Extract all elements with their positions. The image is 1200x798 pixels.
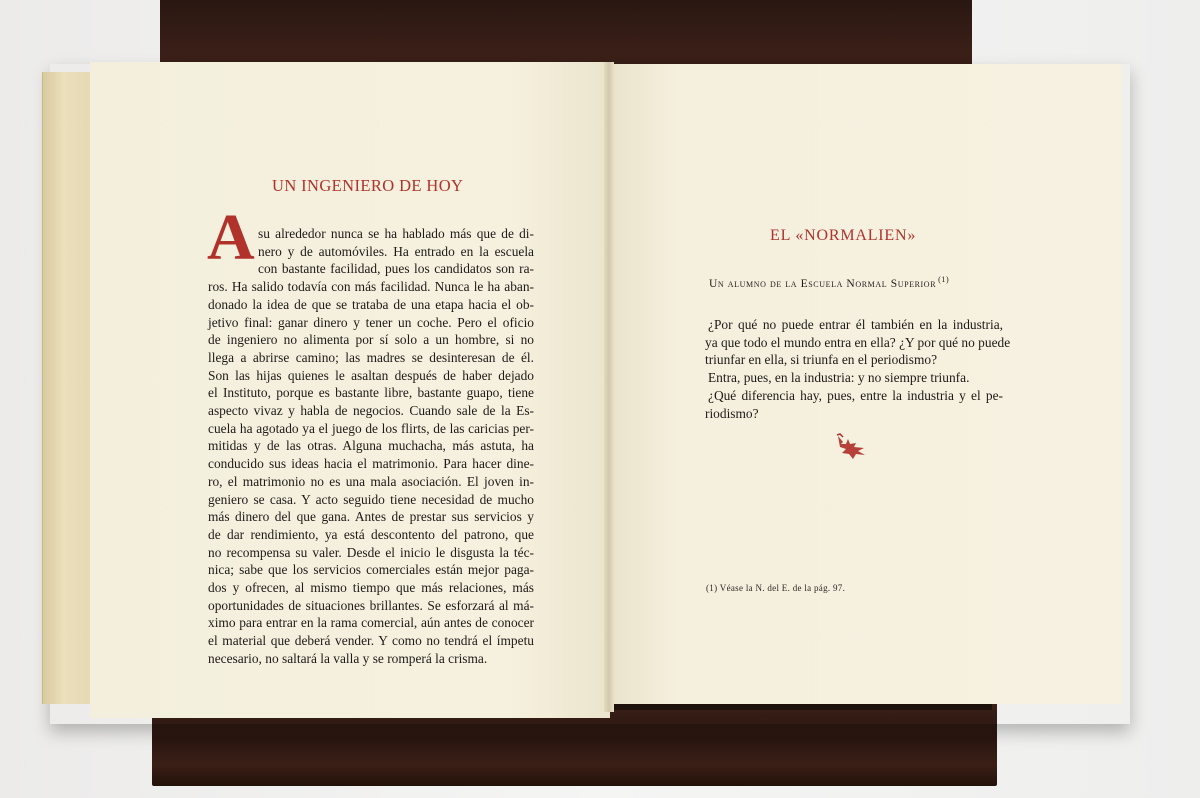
footnote: (1) Véase la N. del E. de la pág. 97. bbox=[706, 583, 846, 593]
subtitle-text: Un alumno de la Escuela Normal Superior bbox=[709, 278, 937, 290]
bird-ornament-icon bbox=[834, 432, 870, 462]
text-line: oportunidades de situaciones brillantes. Se esforzará al má- bbox=[208, 597, 534, 613]
text-line: llega a abrirse camino; las madres se desinteresan de él. bbox=[208, 349, 534, 365]
drop-cap: A bbox=[207, 201, 255, 274]
text-line: ¿Por qué no puede entrar él también en la industria, bbox=[708, 317, 1003, 332]
text-line: su alrededor nunca se ha hablado más que de di- bbox=[258, 226, 534, 241]
text-line: cuela ha agotado ya el juego de los flirts, de las caricias per- bbox=[208, 420, 534, 436]
text-line: conducido sus ideas hacia el matrimonio. Para hacer dine- bbox=[208, 456, 534, 472]
text-line: triunfar en ella, si triunfa en el periodismo? bbox=[705, 352, 938, 368]
text-line: el material que deberá vender. Y como no tendrá el ímpetu bbox=[208, 633, 534, 649]
text-line: de ingeniero no alimenta por sí solo a un hombre, si no bbox=[208, 332, 534, 348]
text-line: ximo para entrar en la rama comercial, aún antes de conocer bbox=[208, 615, 534, 631]
text-line: ya que todo el mundo entra en ella? ¿Y por qué no puede bbox=[705, 334, 1011, 350]
right-page-title: EL «NORMALIEN» bbox=[770, 227, 917, 244]
text-line: ros. Ha salido todavía con más facilidad. Nunca le ha aban- bbox=[208, 279, 534, 295]
text-line: nero y de automóviles. Ha entrado en la escuela bbox=[258, 243, 534, 259]
text-line: ¿Qué diferencia hay, pues, entre la industria y el pe- bbox=[708, 387, 1003, 403]
text-line: donado la idea de que se trataba de una etapa hacia el ob- bbox=[208, 296, 534, 312]
right-page-body bbox=[705, 316, 1011, 422]
text-line: necesario, no saltará la valla y se romperá la crisma. bbox=[208, 650, 488, 666]
text-line: no recompensa su valer. Desde el inicio le disgusta la téc- bbox=[208, 544, 534, 560]
text-line: de dar rendimiento, ya está descontento del patrono, que bbox=[208, 526, 534, 542]
text-line: Son las hijas quienes le asaltan después de haber dejado bbox=[208, 367, 534, 383]
text-line: más dinero del que gana. Antes de prestar sus servicios y bbox=[208, 509, 534, 525]
text-line: nica; sabe que los servicios comerciales están mejor paga- bbox=[208, 562, 534, 578]
book-page-edges bbox=[42, 72, 95, 704]
text-line: Entra, pues, en la industria: y no siempre triunfa. bbox=[708, 370, 970, 386]
book-gutter bbox=[604, 62, 614, 712]
left-page-title: UN INGENIERO DE HOY bbox=[272, 176, 464, 195]
text-line: dos y ofrecen, al mismo tiempo que más relaciones, más bbox=[208, 580, 534, 596]
text-line: jetivo final: ganar dinero y tener un coche. Pero el oficio bbox=[208, 314, 534, 330]
text-line: ro, el matrimonio no es una mala asociación. El joven in- bbox=[208, 473, 534, 489]
text-line: aspecto vivaz y habla de negocios. Cuando sale de la Es- bbox=[208, 403, 534, 419]
footnote-marker: (1) bbox=[938, 275, 950, 284]
text-line: riodismo? bbox=[705, 405, 759, 421]
text-line: el Instituto, porque es bastante libre, bastante guapo, tiene bbox=[208, 385, 534, 401]
right-page-subtitle bbox=[709, 275, 949, 290]
text-line: con bastante facilidad, pues los candidatos son ra- bbox=[258, 261, 534, 277]
text-line: geniero se casa. Y acto seguido tiene necesidad de mucho bbox=[208, 491, 534, 507]
text-line: mitidas y de las otras. Alguna muchacha, más astuta, ha bbox=[208, 438, 534, 454]
left-page-body bbox=[208, 225, 534, 668]
